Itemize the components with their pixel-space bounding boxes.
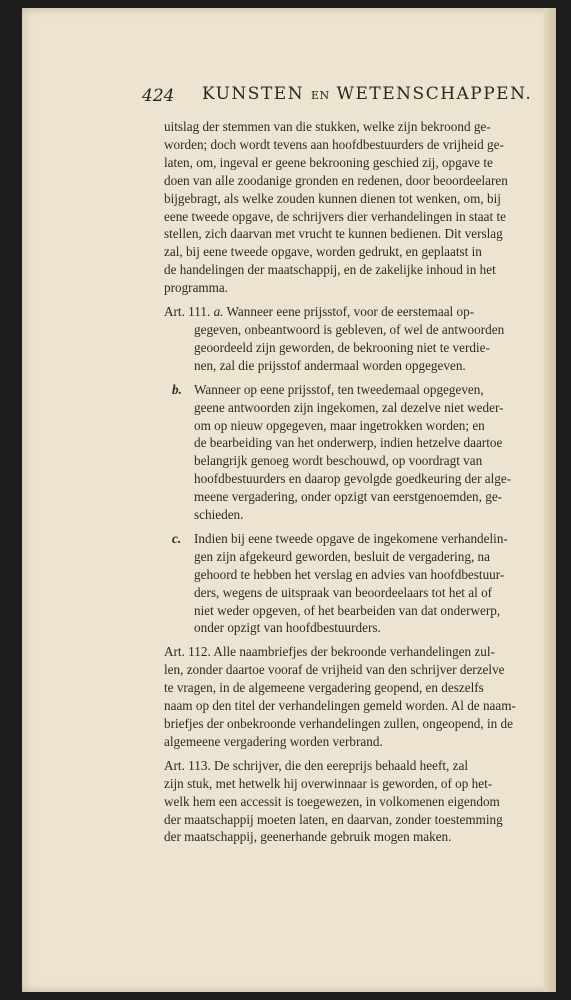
text-line: gehoord te hebben het verslag en advies van hoofdbestuur- — [194, 566, 505, 582]
text-line: welk hem een accessit is toegewezen, in volkomenen eigendom — [164, 793, 500, 809]
text-line: schieden. — [194, 507, 244, 523]
text-line: der maatschappij moeten laten, en daarvan, zonder toestemming — [164, 811, 503, 827]
text-fragment: Wanneer eene prijsstof, voor de eerstemaal op- — [226, 304, 475, 320]
sub-letter: a. — [213, 304, 224, 320]
text-line: gegeven, onbeantwoord is gebleven, of wel de antwoorden — [194, 321, 505, 337]
text-line: laten, om, ingeval er geene bekrooning geschied zij, opgave te — [164, 154, 493, 170]
page-body — [164, 118, 552, 846]
running-title — [202, 84, 532, 104]
text-line: om op nieuw opgegeven, maar ingetrokken worden; en — [194, 417, 485, 433]
article-111-item-c — [164, 530, 552, 637]
text-line: nen, zal die prijsstof andermaal worden opgegeven. — [194, 357, 466, 373]
sub-letter: c. — [172, 530, 182, 546]
text-line: belangrijk genoeg wordt beschouwd, op voordragt van — [194, 453, 483, 469]
text-line: len, zonder daartoe vooraf de vrijheid van den schrijver derzelve — [164, 662, 505, 678]
text-line: niet weder opgeven, of het bearbeiden van dat onderwerp, — [194, 602, 501, 618]
intro-paragraph — [164, 118, 552, 297]
running-title-part1: KUNSTEN — [202, 84, 305, 104]
text-line: uitslag der stemmen van die stukken, welke zijn bekroond ge- — [164, 119, 491, 134]
text-line: ders, wegens de uitspraak van beoordeelaars tot het al of — [194, 584, 493, 600]
page-header — [142, 84, 533, 114]
article-111 — [164, 303, 552, 637]
text-line: zal, bij eene tweede opgave, worden gedrukt, en geplaatst in — [164, 244, 482, 260]
text-line: stellen, zich daarvan met vrucht te kunnen bedienen. Dit verslag — [164, 226, 503, 242]
article-label: Art. 111. — [164, 304, 211, 320]
text-line: der maatschappij, geenerhande gebruik mogen maken. — [164, 829, 452, 845]
text-line: naam op den titel der verhandelingen gemeld worden. Al de naam- — [164, 698, 516, 714]
text-line: te vragen, in de algemeene vergadering geopend, en deszelfs — [164, 680, 484, 696]
text-line: bijgebragt, als welke zouden kunnen dienen tot wenken, om, bij — [164, 190, 501, 206]
text-line: de handelingen der maatschappij, en de zakelijke inhoud in het — [164, 262, 496, 278]
text-line: geene antwoorden zijn ingekomen, zal dezelve niet weder- — [194, 399, 504, 415]
page-number: 424 — [142, 86, 175, 106]
text-line: briefjes der onbekroonde verhandelingen zullen, ongeopend, in de — [164, 716, 513, 731]
text-line: Indien bij eene tweede opgave de ingekomene verhandelin- — [194, 530, 508, 546]
text-line — [164, 303, 552, 321]
article-112 — [164, 643, 552, 750]
text-line: Art. 112. Alle naambriefjes der bekroonde verhandelingen zul- — [164, 644, 495, 660]
text-line: Wanneer op eene prijsstof, ten tweedemaal opgegeven, — [194, 381, 484, 397]
book-page — [22, 8, 556, 992]
text-line: worden; doch wordt tevens aan hoofdbestuurders de vrijheid ge- — [164, 136, 504, 152]
text-line: geoordeeld zijn geworden, de bekrooning niet te verdie- — [194, 339, 490, 355]
text-line: onder opzigt van hoofdbestuurders. — [194, 620, 381, 636]
article-111-item-a — [164, 303, 552, 375]
text-line: zijn stuk, met hetwelk hij overwinnaar is geworden, of op het- — [164, 775, 493, 791]
text-line: de bearbeiding van het onderwerp, indien hetzelve daartoe — [194, 435, 503, 451]
text-line: hoofdbestuurders en daarop gevolgde goedkeuring der alge- — [194, 471, 512, 487]
running-title-small: EN — [310, 89, 330, 102]
article-111-item-b — [164, 381, 552, 524]
text-line: meene vergadering, onder opzigt van eerstgenoemden, ge- — [194, 489, 503, 505]
sub-letter: b. — [172, 381, 182, 397]
article-113 — [164, 757, 552, 847]
text-line: gen zijn afgekeurd geworden, besluit de vergadering, na — [194, 548, 490, 564]
text-line: programma. — [164, 280, 229, 296]
text-line: doen van alle zoodanige gronden en redenen, door beoordeelaren — [164, 172, 508, 188]
text-line: Art. 113. De schrijver, die den eereprijs behaald heeft, zal — [164, 757, 468, 773]
text-line: algemeene vergadering worden verbrand. — [164, 733, 383, 749]
text-line: eene tweede opgave, de schrijvers dier verhandelingen in staat te — [164, 208, 506, 224]
running-title-part2: WETENSCHAPPEN. — [336, 84, 533, 104]
